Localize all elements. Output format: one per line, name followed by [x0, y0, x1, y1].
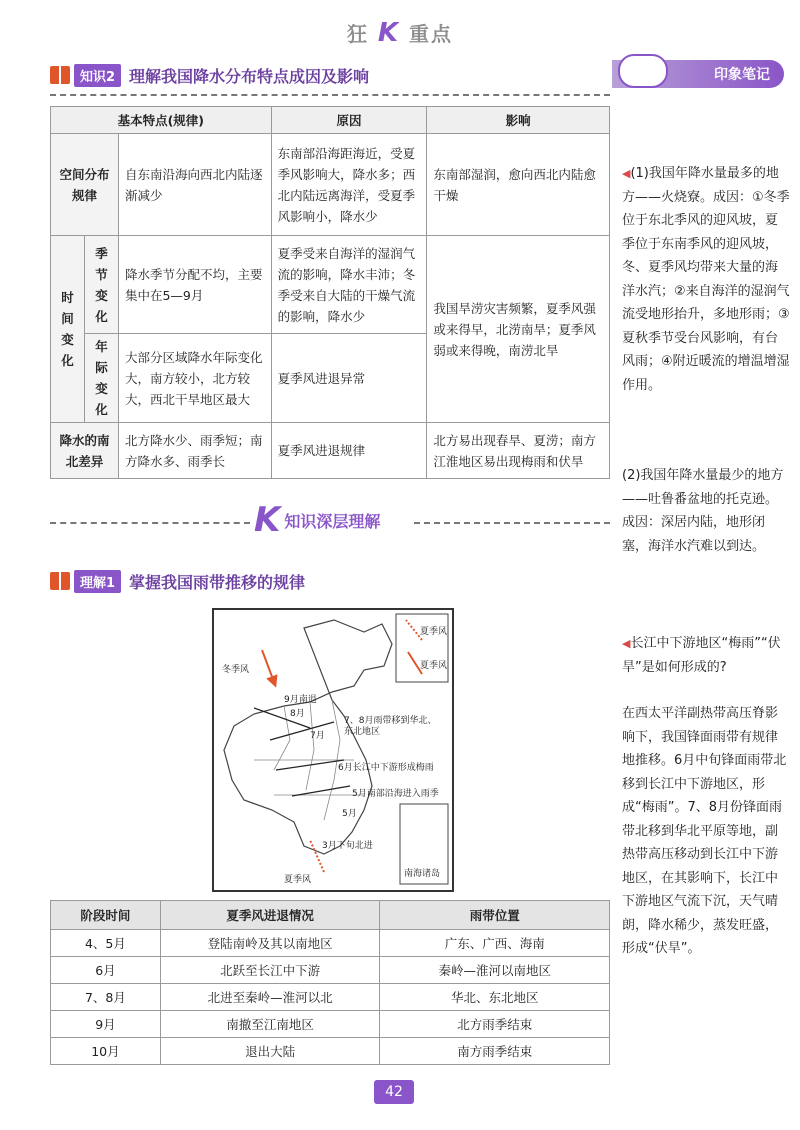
cell-feature: 降水季节分配不均，主要集中在5—9月: [118, 236, 271, 334]
table-row: [51, 423, 610, 479]
winter-monsoon-arrow: [262, 650, 274, 682]
label-sep: 9月南退: [284, 695, 317, 705]
table-header-row: [51, 901, 610, 930]
cell-cause: 夏季受来自海洋的湿润气流的影响，降水丰沛；冬季受来自大陆的干燥气流的影响，降水少: [271, 236, 427, 334]
monsoon-stage-table: [50, 900, 610, 1065]
banner-title: 知识深层理解: [284, 511, 381, 531]
section-title-understand1: [50, 568, 305, 594]
table-row: 10月 退出大陆 南方雨季结束: [51, 1038, 610, 1065]
row-subcategory: 年际变化: [84, 334, 118, 423]
page-number: 42: [374, 1080, 414, 1104]
table-row: 9月 南撤至江南地区 北方雨季结束: [51, 1011, 610, 1038]
triangle-marker-icon: ◀: [622, 637, 631, 650]
col-header-cause: 原因: [271, 107, 427, 134]
table-row: 7、8月 北进至秦岭—淮河以北 华北、东北地区: [51, 984, 610, 1011]
divider-line-right: [414, 522, 610, 524]
page-header-brand: 狂 K 重点: [346, 18, 454, 48]
cell-cause: 夏季风进退规律: [271, 423, 427, 479]
deep-understanding-banner: [254, 500, 414, 540]
front-line-may: [292, 786, 350, 796]
label-mar: 3月下旬北进: [322, 841, 373, 851]
col-header-feature: 基本特点(规律): [51, 107, 272, 134]
cell-effect: 东南部湿润，愈向西北内陆愈干燥: [427, 134, 610, 236]
label-winter-monsoon: 冬季风: [222, 665, 250, 675]
book-icon: [50, 66, 70, 84]
row-category: 时间变化: [51, 236, 85, 423]
label-summer-monsoon-bottom: 夏季风: [284, 875, 312, 885]
label-jun: 6月长江中下游形成梅雨: [338, 763, 434, 773]
label-may2: 5月: [342, 809, 357, 819]
note-meiyu-question: ◀长江中下游地区“梅雨”“伏旱”是如何形成的?: [622, 636, 781, 675]
label-julaug: 7、8月雨带移到华北、东北地区: [344, 716, 437, 737]
table-row: 4、5月 登陆南岭及其以南地区 广东、广西、海南: [51, 930, 610, 957]
label-aug: 8月: [290, 709, 305, 719]
label-inset: 南海诸岛: [404, 869, 441, 879]
brand-k-logo: K: [254, 500, 281, 540]
table-row: 6月 北跃至长江中下游 秦岭—淮河以南地区: [51, 957, 610, 984]
row-category: 降水的南北差异: [51, 423, 119, 479]
precipitation-table: [50, 106, 610, 479]
table-row: [51, 236, 610, 334]
col-header-monsoon: 夏季风进退情况: [160, 901, 380, 930]
table-row: [51, 134, 610, 236]
label-may: 5月南部沿海进入雨季: [352, 789, 439, 799]
divider-line-left: [50, 522, 250, 524]
cell-feature: 自东南沿海向西北内陆逐渐减少: [118, 134, 271, 236]
note-meiyu-answer: 在西太平洋副热带高压脊影响下，我国锋面雨带有规律地推移。6月中旬锋面雨带北移到长江中下游地区，形成“梅雨”。7、8月份锋面雨带北移到华北平原等地，副热带高压移动到长江中下游地区，在其影响下，长江中下游地区气流下沉，天气晴朗，降水稀少，蒸发旺盛，形成“伏旱”。: [622, 706, 787, 956]
book-icon: [50, 572, 70, 590]
col-header-rainbelt: 雨带位置: [380, 901, 610, 930]
label-summer-monsoon-inset-in: 夏季风: [420, 661, 448, 671]
cell-effect: 北方易出现春旱、夏涝；南方江淮地区易出现梅雨和伏旱: [427, 423, 610, 479]
row-subcategory: 季节变化: [84, 236, 118, 334]
cell-feature: 北方降水少、雨季短；南方降水多、雨季长: [118, 423, 271, 479]
cloud-icon: [618, 54, 668, 88]
section-tag: 理解1: [74, 570, 121, 593]
label-summer-monsoon-inset-out: 夏季风: [420, 627, 448, 637]
cell-effect: 我国旱涝灾害频繁，夏季风强或来得早，北涝南旱；夏季风弱或来得晚，南涝北旱: [427, 236, 610, 423]
col-header-stage: 阶段时间: [51, 901, 161, 930]
section-title-knowledge2: [50, 62, 369, 88]
rain-belt-map: [212, 608, 454, 892]
col-header-effect: 影响: [427, 107, 610, 134]
note-least-rain: (2)我国年降水量最少的地方——吐鲁番盆地的托克逊。成因：深居内陆，地形闭塞，海洋水汽难以到达。: [622, 468, 784, 554]
label-jul: 7月: [310, 731, 325, 741]
cell-cause: 东南部沿海距海近，受夏季风影响大，降水多；西北内陆远离海洋，受夏季风影响小，降水少: [271, 134, 427, 236]
divider-line: [50, 94, 610, 96]
note-most-rain: ◀(1)我国年降水量最多的地方——火烧寮。成因：①冬季位于东北季风的迎风坡，夏季位于东南季风的迎风坡，冬、夏季风均带来大量的海洋水汽；②来自海洋的湿润气流受地形抬升，多地形雨；③夏秋季节受台风影响，有台风雨；④附近暖流的增温增湿作用。: [622, 166, 790, 393]
table-header-row: [51, 107, 610, 134]
section-heading: 掌握我国雨带推移的规律: [129, 572, 306, 592]
notes-heading-label: 印象笔记: [714, 67, 770, 83]
cell-feature: 大部分区域降水年际变化大，南方较小，北方较大，西北干旱地区最大: [118, 334, 271, 423]
triangle-marker-icon: ◀: [622, 167, 631, 180]
brand-k-logo: K: [377, 18, 401, 48]
section-heading: 理解我国降水分布特点成因及影响: [129, 66, 370, 86]
row-category: 空间分布规律: [51, 134, 119, 236]
cell-cause: 夏季风进退异常: [271, 334, 427, 423]
section-tag: 知识2: [74, 64, 121, 87]
